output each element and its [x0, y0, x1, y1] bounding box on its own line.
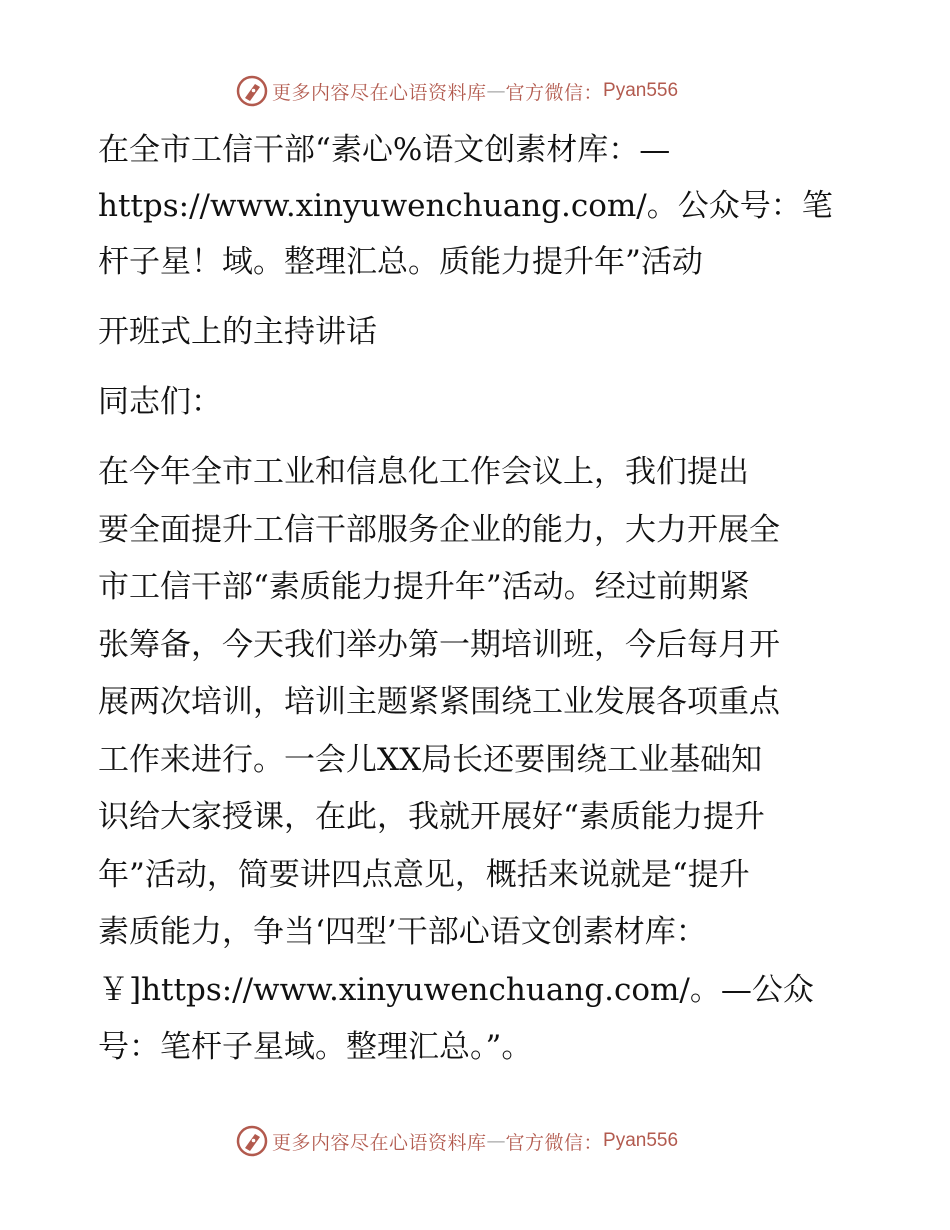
title-line-2: https://www.xinyuwenchuang.com/。公众号：笔: [98, 188, 833, 224]
title-line-3: 杆子星！域。整理汇总。质能力提升年”活动: [98, 244, 703, 280]
salutation: 同志们：: [98, 384, 222, 420]
paragraph-line-9: 素质能力，争当‘四型’干部心语文创素材库：: [98, 914, 707, 950]
watermark-text: 更多内容尽在心语资料库: [272, 81, 487, 104]
spacer: [98, 430, 858, 444]
watermark-text: 更多内容尽在心语资料库: [272, 1131, 487, 1154]
watermark-account: Pyan556: [603, 80, 679, 101]
document-body: [98, 122, 858, 1077]
document-title: [98, 122, 858, 290]
watermark-label: 官方微信：: [505, 1131, 604, 1154]
watermark-account: Pyan556: [603, 1130, 679, 1151]
paragraph-line-1: 在今年全市工业和信息化工作会议上，我们提出: [98, 454, 749, 490]
paragraph-line-4: 张筹备，今天我们举办第一期培训班，今后每月开: [98, 626, 780, 663]
body-paragraph: [98, 444, 858, 1077]
pen-nib-logo-icon: [236, 1125, 268, 1157]
watermark-separator: —: [486, 1130, 506, 1152]
paragraph-line-6: 工作来进行。一会儿XX局长还要围绕工业基础知: [98, 741, 763, 778]
paragraph-line-10: ￥]https://www.xinyuwenchuang.com/。—公众: [98, 971, 814, 1008]
paragraph-line-11: 号：笔杆子星域。整理汇总。”。: [98, 1029, 533, 1065]
paragraph-line-7: 识给大家授课，在此，我就开展好“素质能力提升: [98, 799, 765, 835]
watermark-label: 官方微信：: [505, 81, 604, 104]
footer-watermark: [236, 1124, 678, 1158]
spacer: [98, 360, 858, 374]
pen-nib-logo-icon: [236, 75, 268, 107]
document-subtitle: 开班式上的主持讲话: [98, 314, 377, 350]
title-line-1: 在全市工信干部“素心%语文创素材库：—: [98, 132, 671, 168]
paragraph-line-3: 市工信干部“素质能力提升年”活动。经过前期紧: [98, 569, 750, 605]
paragraph-line-5: 展两次培训，培训主题紧紧围绕工业发展各项重点: [98, 684, 780, 720]
paragraph-line-8: 年”活动，简要讲四点意见，概括来说就是“提升: [98, 856, 750, 893]
watermark-separator: —: [486, 80, 506, 102]
paragraph-line-2: 要全面提升工信干部服务企业的能力，大力开展全: [98, 511, 780, 548]
spacer: [98, 290, 858, 304]
header-watermark: [236, 74, 678, 108]
